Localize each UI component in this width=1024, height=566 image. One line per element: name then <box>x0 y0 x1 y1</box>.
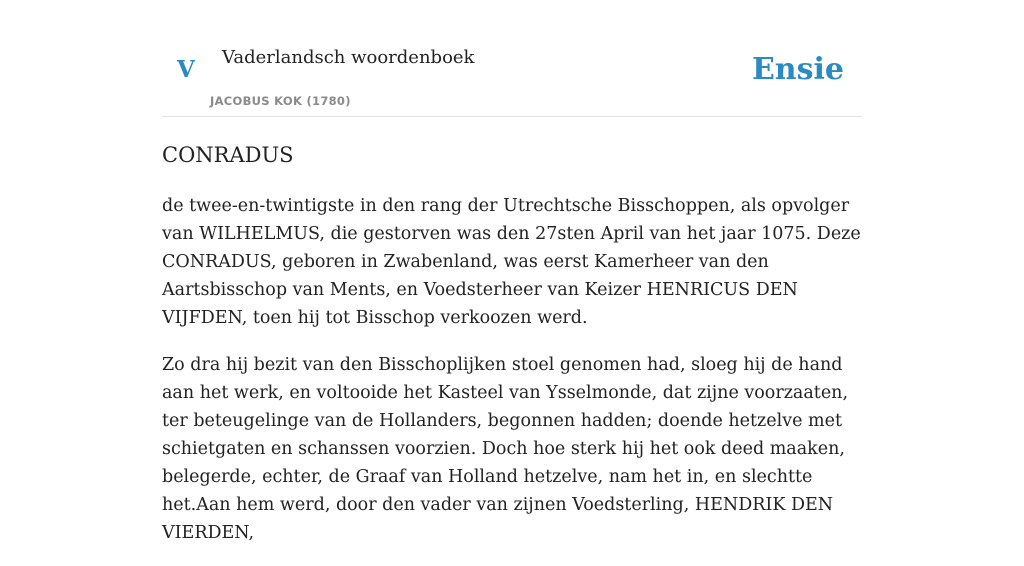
entry-paragraph: de twee-en-twintigste in den rang der Utrechtsche Bisschoppen, als opvolger van WILHELMUS, die gestorven was den 27sten April van het jaar 1075. Deze CONRADUS, geboren in Zwabenland, was eerst Kamerheer van den Aartsbisschop van Ments, en Voedsterheer van Keizer HENRICUS DEN VIJFDEN, toen hij tot Bisschop verkoozen werd. <box>162 196 861 328</box>
letter-index-link[interactable]: V <box>177 56 195 83</box>
entry-content <box>162 192 862 566</box>
entry-paragraph: Zo dra hij bezit van den Bisschoplijken stoel genomen had, sloeg hij de hand aan het werk, en voltooide het Kasteel van Ysselmonde, dat zijne voorzaaten, ter beteugelinge van de Hollanders, begonnen hadden; doende hetzelve met schietgaten en schanssen voorzien. Doch hoe sterk hij het ook deed maaken, belegerde, echter, de Graaf van Holland hetzelve, nam het in, en slechtte het.Aan hem werd, door den vader van zijnen Voedsterling, HENDRIK DEN VIERDEN, <box>162 355 849 543</box>
book-title-link[interactable]: Vaderlandsch woordenboek <box>222 47 475 68</box>
ensie-logo[interactable]: Ensie <box>751 52 844 87</box>
author-label: JACOBUS KOK (1780) <box>210 94 351 108</box>
header <box>162 0 862 117</box>
entry-headword: CONRADUS <box>162 143 294 167</box>
